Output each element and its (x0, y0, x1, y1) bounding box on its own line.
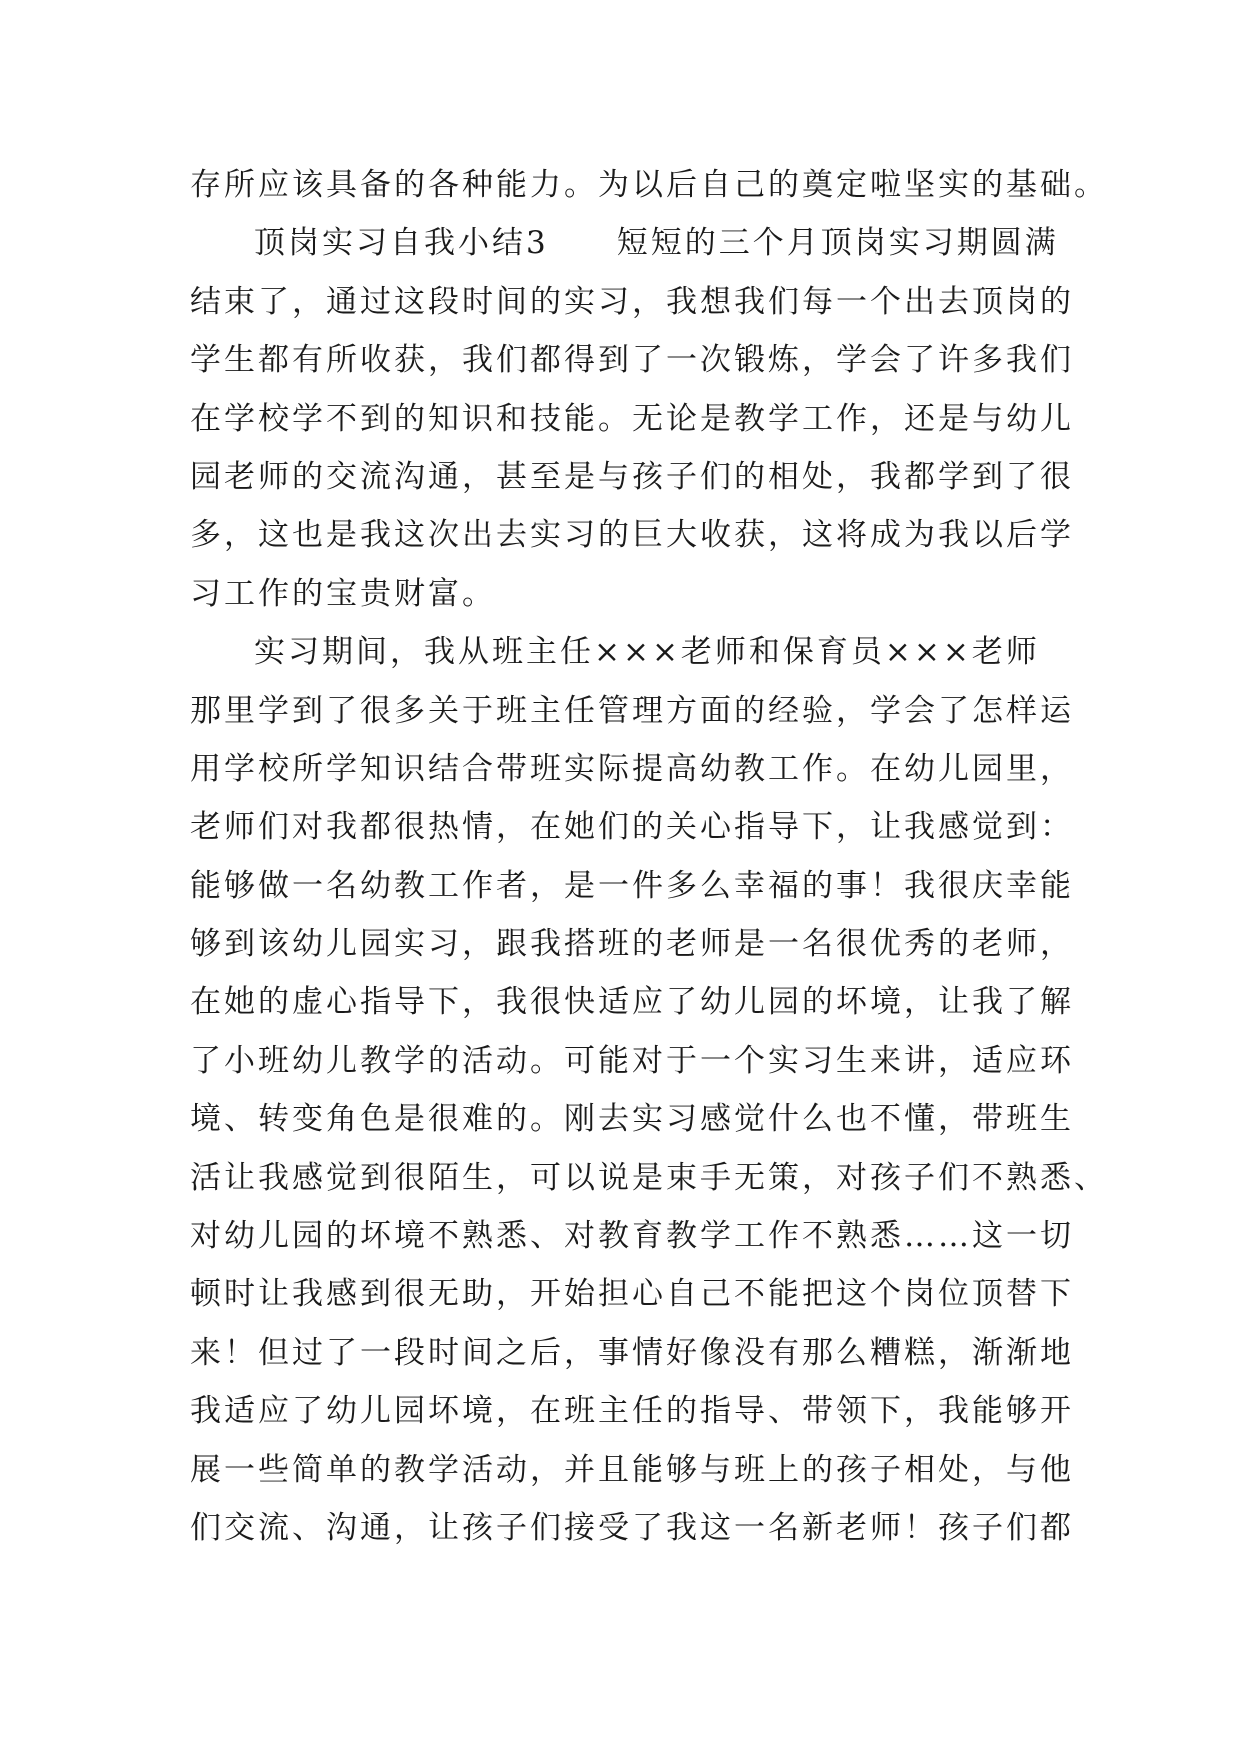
section-heading-line: 顶岗实习自我小结3 短短的三个月顶岗实习期圆满 (254, 225, 1059, 262)
text-line: 能够做一名幼教工作者，是一件多么幸福的事！我很庆幸能 (190, 867, 1074, 904)
text-line: 够到该幼儿园实习，跟我搭班的老师是一名很优秀的老师， (190, 926, 1074, 963)
text-line: 在她的虚心指导下，我很快适应了幼儿园的坏境，让我了解 (190, 984, 1074, 1021)
body-text (190, 156, 1108, 1557)
text-line: 展一些简单的教学活动，并且能够与班上的孩子相处，与他 (190, 1451, 1074, 1488)
text-line: 们交流、沟通，让孩子们接受了我这一名新老师！孩子们都 (190, 1509, 1074, 1546)
text-line: 在学校学不到的知识和技能。无论是教学工作，还是与幼儿 (190, 400, 1074, 437)
text-line: 顿时让我感到很无助，开始担心自己不能把这个岗位顶替下 (190, 1276, 1074, 1313)
text-line: 结束了，通过这段时间的实习，我想我们每一个出去顶岗的 (190, 283, 1074, 320)
text-line: 多，这也是我这次出去实习的巨大收获，这将成为我以后学 (190, 517, 1074, 554)
text-line: 对幼儿园的坏境不熟悉、对教育教学工作不熟悉……这一切 (190, 1218, 1074, 1255)
text-line: 我适应了幼儿园坏境，在班主任的指导、带领下，我能够开 (190, 1393, 1074, 1430)
text-line: 境、转变角色是很难的。刚去实习感觉什么也不懂，带班生 (190, 1101, 1074, 1138)
text-line: 老师们对我都很热情，在她们的关心指导下，让我感觉到： (190, 809, 1074, 846)
text-line: 存所应该具备的各种能力。为以后自己的奠定啦坚实的基础。 (190, 167, 1108, 203)
text-line: 活让我感觉到很陌生，可以说是束手无策，对孩子们不熟悉、 (190, 1159, 1108, 1196)
text-line: 园老师的交流沟通，甚至是与孩子们的相处，我都学到了很 (190, 458, 1074, 495)
text-line: 来！但过了一段时间之后，事情好像没有那么糟糕，渐渐地 (190, 1334, 1074, 1371)
text-line: 用学校所学知识结合带班实际提高幼教工作。在幼儿园里， (190, 750, 1074, 787)
text-line: 学生都有所收获，我们都得到了一次锻炼，学会了许多我们 (190, 342, 1074, 379)
text-line: 了小班幼儿教学的活动。可能对于一个实习生来讲，适应环 (190, 1042, 1074, 1079)
text-line: 那里学到了很多关于班主任管理方面的经验，学会了怎样运 (190, 692, 1074, 729)
text-line: 习工作的宝贵财富。 (190, 575, 496, 612)
paragraph-start-line: 实习期间，我从班主任×××老师和保育员×××老师 (254, 634, 1040, 671)
